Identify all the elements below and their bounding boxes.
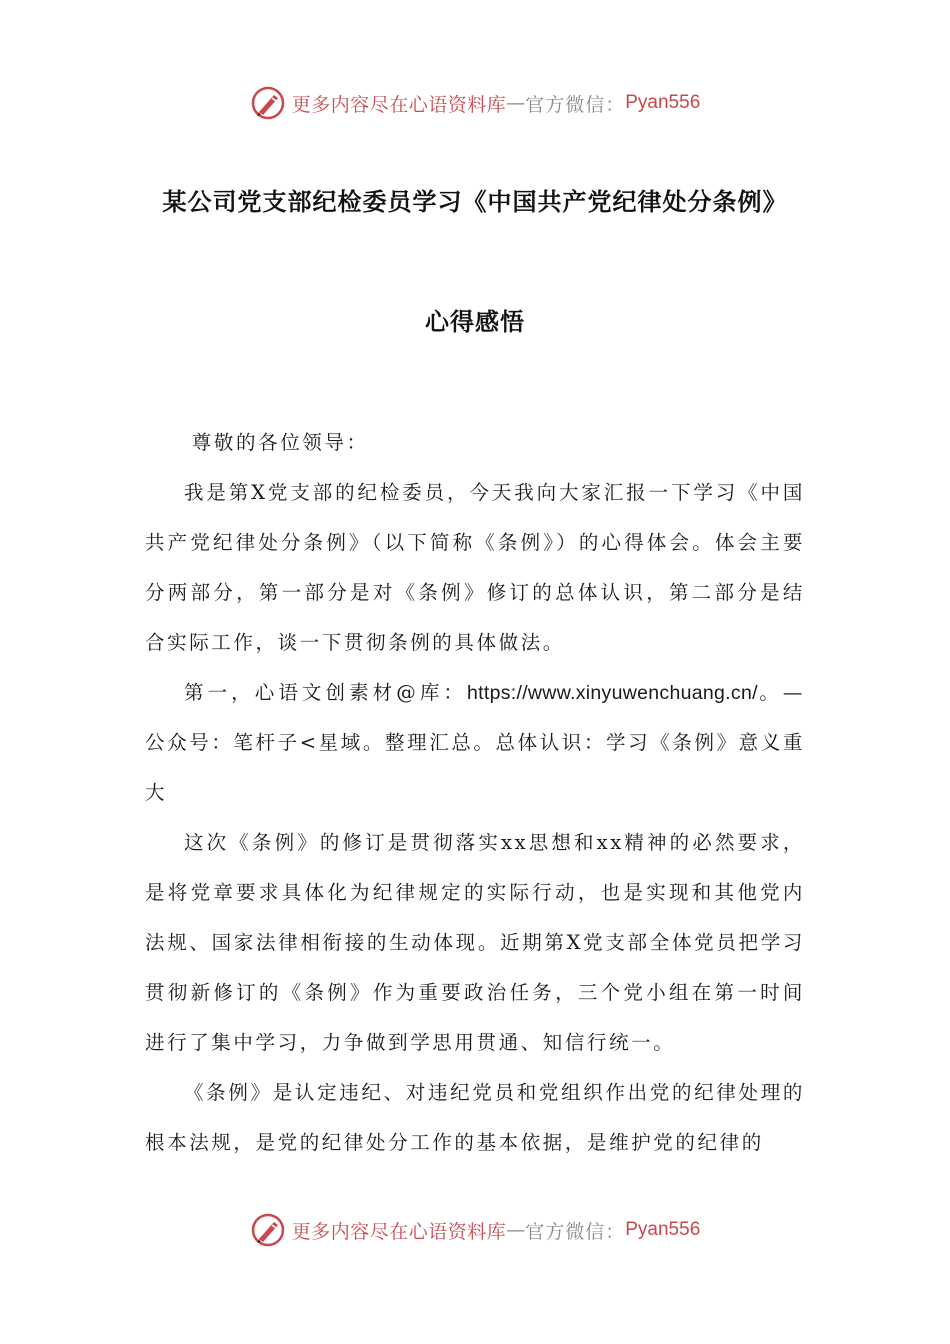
paragraph-first-point-prefix: 第一，心语文创素材@库：: [184, 681, 467, 704]
source-url-link[interactable]: https://www.xinyuwenchuang.cn/: [467, 682, 758, 704]
header-watermark-banner: [0, 81, 950, 125]
paragraph-first-point-suffix: 。—公众号：笔杆子<星域。整理汇总。总体认识：学习《条例》意义重大: [145, 681, 805, 804]
footer-watermark-banner: [0, 1208, 950, 1252]
paragraph-regulation: 《条例》是认定违纪、对违纪党员和党组织作出党的纪律处理的根本法规，是党的纪律处分工作的基本依据，是维护党的纪律的: [145, 1081, 805, 1154]
banner-dash: —: [506, 92, 526, 114]
banner-dash: —: [506, 1219, 526, 1241]
banner-sub-text: 官方微信：: [525, 1220, 626, 1243]
document-title-line-2: 心得感悟: [425, 307, 525, 336]
banner-sub-text: 官方微信：: [525, 93, 626, 116]
pen-logo-icon: [250, 1212, 286, 1248]
salutation: 尊敬的各位领导：: [191, 431, 369, 454]
paragraph-revision: 这次《条例》的修订是贯彻落实xx思想和xx精神的必然要求，是将党章要求具体化为纪律规定的实际行动，也是实现和其他党内法规、国家法律相衔接的生动体现。近期第X党支部全体党员把学习贯彻新修订的《条例》作为重要政治任务，三个党小组在第一时间进行了集中学习，力争做到学思用贯通、知信行统一。: [145, 831, 805, 1054]
banner-wechat-id: Pyan556: [625, 92, 701, 113]
banner-wechat-id: Pyan556: [625, 1219, 701, 1240]
document-body: [145, 418, 805, 1168]
document-title-line-1: 某公司党支部纪检委员学习《中国共产党纪律处分条例》: [162, 187, 788, 216]
paragraph-intro: 我是第X党支部的纪检委员，今天我向大家汇报一下学习《中国共产党纪律处分条例》（以下简称《条例》）的心得体会。体会主要分两部分，第一部分是对《条例》修订的总体认识，第二部分是结合实际工作，谈一下贯彻条例的具体做法。: [145, 481, 805, 654]
banner-main-text: 更多内容尽在心语资料库: [291, 1220, 507, 1243]
paragraph-first-point: [145, 668, 805, 818]
banner-main-text: 更多内容尽在心语资料库: [291, 93, 507, 116]
pen-logo-icon: [250, 85, 286, 121]
